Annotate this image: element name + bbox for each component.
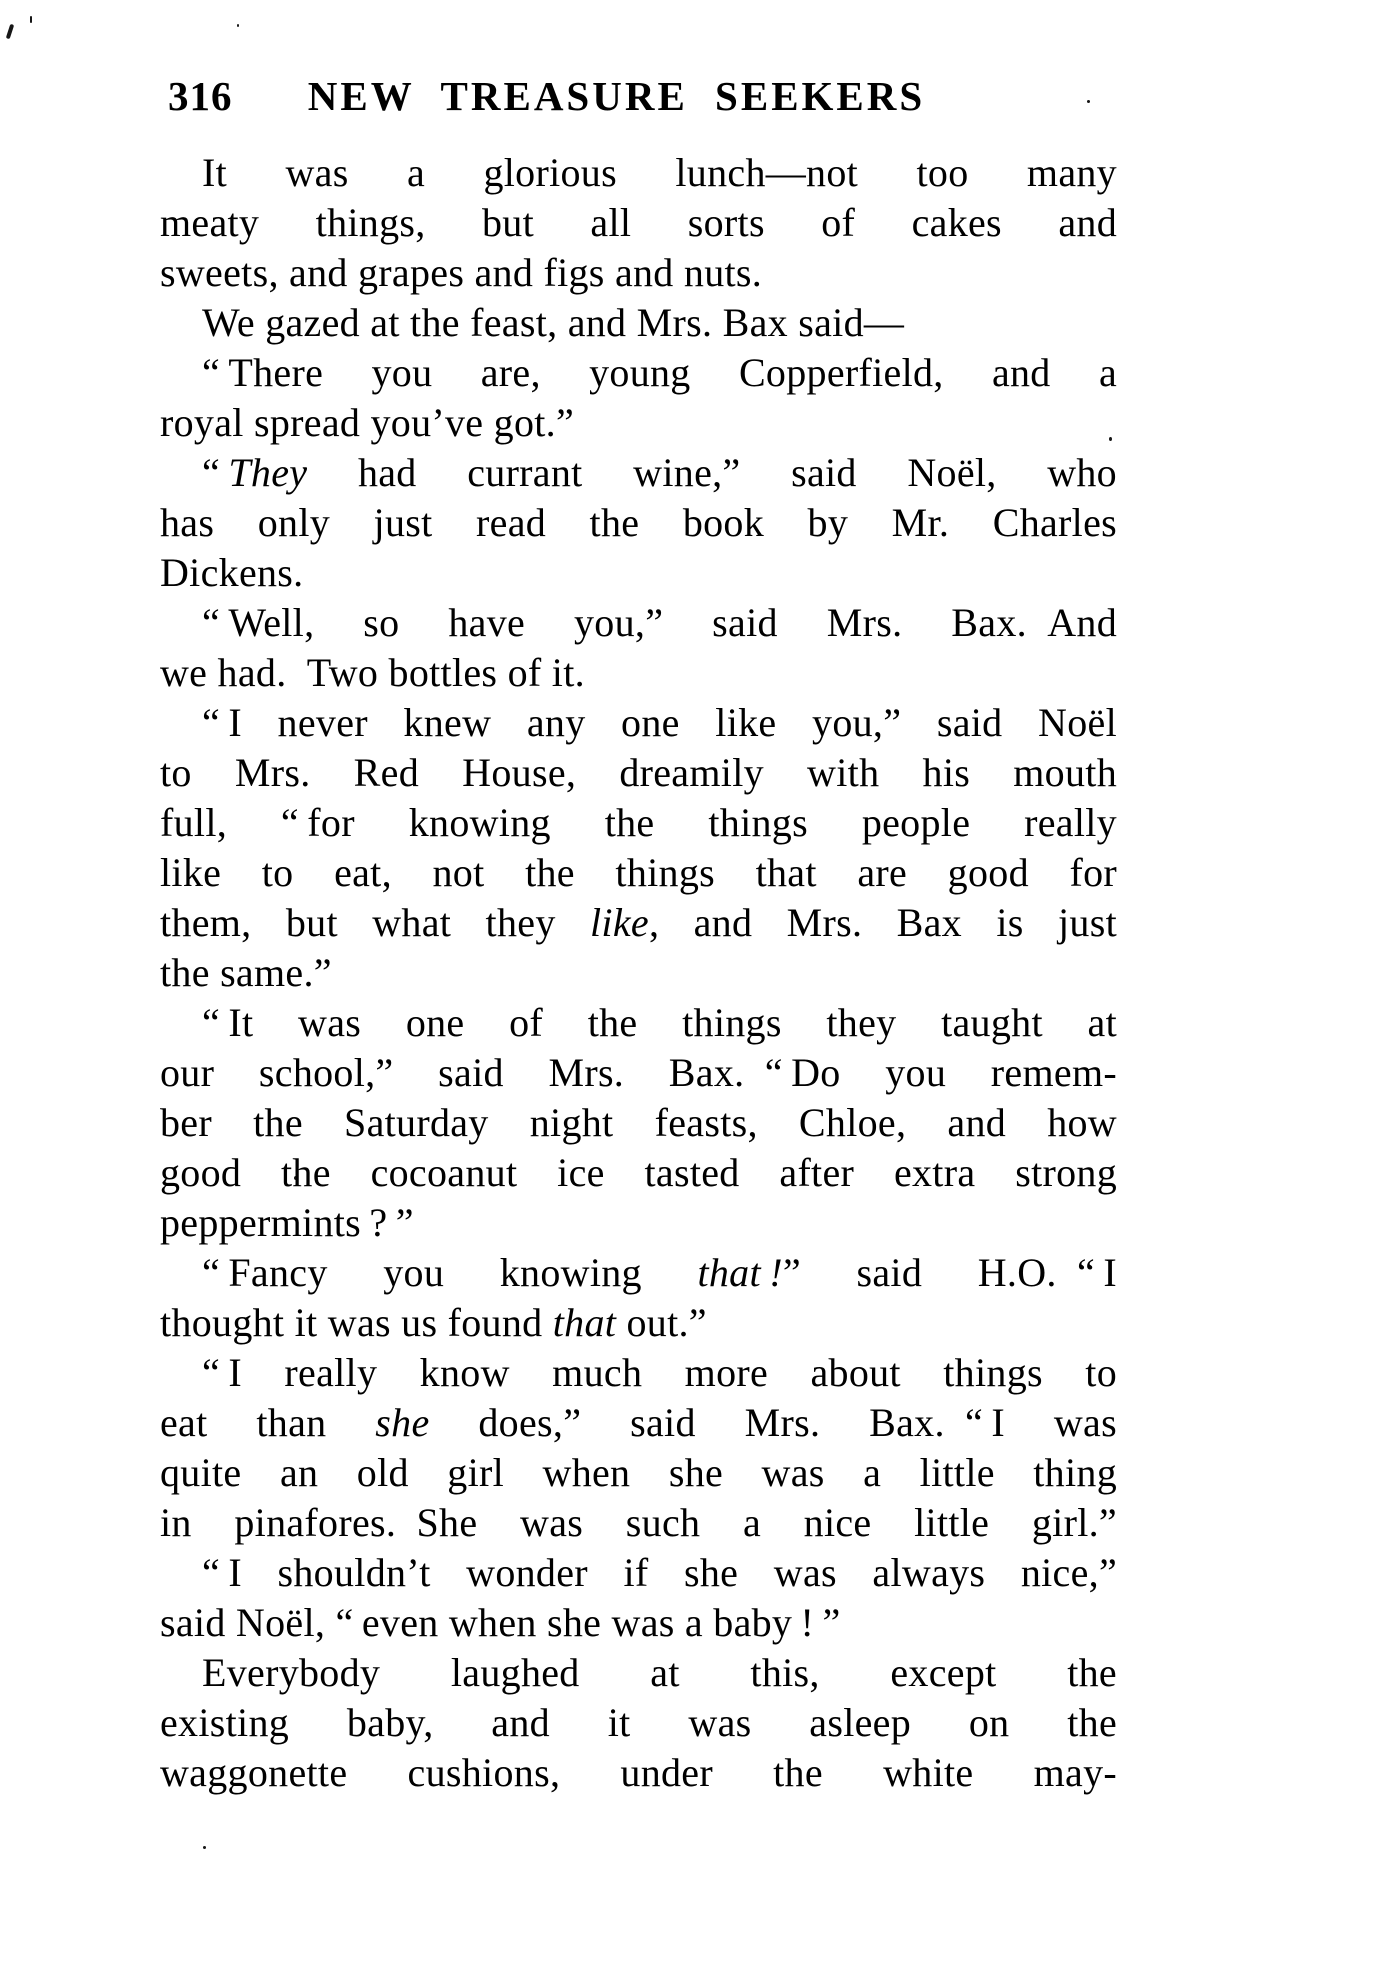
scan-speck xyxy=(237,24,239,27)
italic-run: she xyxy=(375,1400,430,1445)
text-run: them, but what they xyxy=(160,900,590,945)
text-line xyxy=(160,1398,1117,1448)
text-run: royal spread you’ve got.” xyxy=(160,400,575,445)
italic-run: that xyxy=(552,1300,617,1345)
text-line xyxy=(160,1698,1117,1748)
text-run: , and Mrs. Bax is just xyxy=(648,900,1117,945)
text-column xyxy=(160,148,1117,1798)
text-run: “ I really know much more about things to xyxy=(202,1350,1117,1395)
text-run: ber the Saturday night feasts, Chloe, and how xyxy=(160,1100,1117,1145)
italic-run: like xyxy=(590,900,649,945)
text-run: thought it was us found xyxy=(160,1300,553,1345)
text-line xyxy=(160,1598,1117,1648)
text-run: we had. Two bottles of it. xyxy=(160,650,585,695)
text-run: the same.” xyxy=(160,950,332,995)
text-run: meaty things, but all sorts of cakes and xyxy=(160,200,1117,245)
text-line xyxy=(160,598,1117,648)
text-line xyxy=(160,698,1117,748)
text-line xyxy=(160,348,1117,398)
text-line xyxy=(160,1348,1117,1398)
text-run: in pinafores. She was such a nice little girl.” xyxy=(160,1500,1117,1545)
scan-speck xyxy=(30,16,32,23)
italic-run: They xyxy=(228,450,308,495)
text-run: full, “ for knowing the things people really xyxy=(160,800,1117,845)
text-run: out.” xyxy=(616,1300,707,1345)
text-run: said Noël, “ even when she was a baby ! ” xyxy=(160,1600,841,1645)
text-line xyxy=(160,1198,1117,1248)
text-run: ” said H.O. “ I xyxy=(782,1250,1118,1295)
scan-speck xyxy=(6,24,14,40)
page-title: NEW TREASURE SEEKERS xyxy=(307,73,926,119)
text-run: waggonette cushions, under the white may- xyxy=(160,1750,1117,1795)
text-line xyxy=(160,1248,1117,1298)
text-run: good the cocoanut ice tasted after extra strong xyxy=(160,1150,1117,1195)
text-line xyxy=(160,1648,1117,1698)
scan-speck xyxy=(203,1846,206,1849)
text-line xyxy=(160,398,1117,448)
text-run: peppermints ? ” xyxy=(160,1200,414,1245)
text-run: like to eat, not the things that are good for xyxy=(160,850,1117,895)
text-line xyxy=(160,1048,1117,1098)
text-run: “ xyxy=(202,450,229,495)
text-run: Everybody laughed at this, except the xyxy=(202,1650,1117,1695)
text-run: sweets, and grapes and figs and nuts. xyxy=(160,250,763,295)
text-line xyxy=(160,948,1117,998)
text-run: to Mrs. Red House, dreamily with his mouth xyxy=(160,750,1117,795)
text-line xyxy=(160,1448,1117,1498)
text-run: “ There you are, young Copperfield, and a xyxy=(202,350,1117,395)
text-run: eat than xyxy=(160,1400,376,1445)
text-line xyxy=(160,1548,1117,1598)
text-line xyxy=(160,148,1117,198)
text-run: Dickens. xyxy=(160,550,304,595)
text-line xyxy=(160,1748,1117,1798)
text-line xyxy=(160,1098,1117,1148)
text-line xyxy=(160,798,1117,848)
text-run: “ I shouldn’t wonder if she was always nice,” xyxy=(202,1550,1117,1595)
text-line xyxy=(160,498,1117,548)
text-line xyxy=(160,248,1117,298)
text-line xyxy=(160,848,1117,898)
text-run: “ Fancy you knowing xyxy=(202,1250,698,1295)
text-run: does,” said Mrs. Bax. “ I was xyxy=(429,1400,1117,1445)
text-line xyxy=(160,1298,1117,1348)
text-line xyxy=(160,648,1117,698)
text-line xyxy=(160,748,1117,798)
text-line xyxy=(160,998,1117,1048)
text-line xyxy=(160,1498,1117,1548)
text-line xyxy=(160,198,1117,248)
text-line xyxy=(160,1148,1117,1198)
text-run: has only just read the book by Mr. Charles xyxy=(160,500,1117,545)
text-run: our school,” said Mrs. Bax. “ Do you remem- xyxy=(160,1050,1117,1095)
text-run: existing baby, and it was asleep on the xyxy=(160,1700,1117,1745)
text-run: “ I never knew any one like you,” said Noël xyxy=(202,700,1117,745)
text-run: quite an old girl when she was a little thing xyxy=(160,1450,1117,1495)
page-number: 316 xyxy=(168,73,233,119)
text-line xyxy=(160,448,1117,498)
text-line xyxy=(160,548,1117,598)
page-header xyxy=(160,72,1117,122)
text-run: “ Well, so have you,” said Mrs. Bax. And xyxy=(202,600,1117,645)
text-run: “ It was one of the things they taught at xyxy=(202,1000,1117,1045)
italic-run: that ! xyxy=(697,1250,783,1295)
text-line xyxy=(160,298,1117,348)
text-run: It was a glorious lunch—not too many xyxy=(202,150,1117,195)
text-run: had currant wine,” said Noël, who xyxy=(307,450,1117,495)
text-run: We gazed at the feast, and Mrs. Bax said— xyxy=(202,300,905,345)
text-line xyxy=(160,898,1117,948)
